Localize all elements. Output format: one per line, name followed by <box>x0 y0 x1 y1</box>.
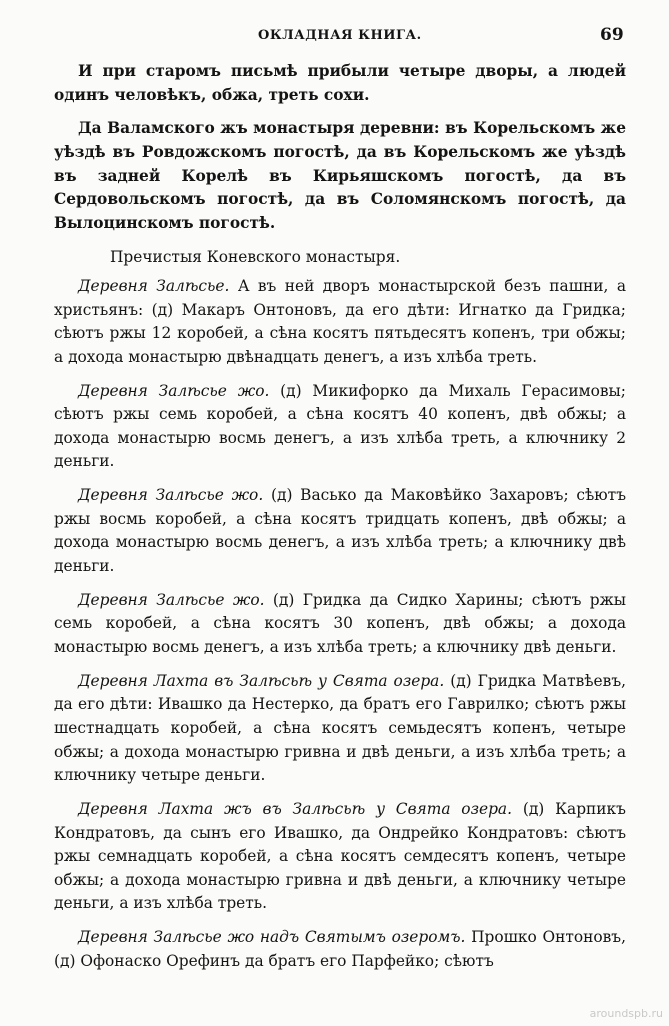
paragraph-5: Деревня Залѣсье жо. (д) Васько да Маковѣйко Захаровъ; сѣютъ ржы восмь коробей, а сѣна косятъ тридцать копенъ, двѣ обжы; а дохода монастырю восмь денегъ, а изъ хлѣба треть; а ключнику двѣ деньги. <box>54 486 626 576</box>
entry-lead: Деревня Залѣсье жо надъ Святымъ озеромъ. <box>78 928 466 947</box>
entry-lead: Деревня Залѣсье жо. <box>78 486 264 505</box>
entry-lead: Деревня Лахта жъ въ Залѣсьѣ у Свята озера. <box>78 799 512 818</box>
page-number: 69 <box>600 25 624 45</box>
paragraph-6: Деревня Залѣсье жо. (д) Гридка да Сидко Харины; сѣютъ ржы семь коробей, а сѣна косятъ 30 копенъ, двѣ обжы; а дохода монастырю восмь денегъ, а изъ хлѣба треть; а ключнику двѣ деньги. <box>54 590 626 656</box>
page-body <box>54 60 626 983</box>
entry-lead: Деревня Лахта въ Залѣсьѣ у Свята озера. <box>78 671 445 690</box>
paragraph-8: Деревня Лахта жъ въ Залѣсьѣ у Свята озера. (д) Карпикъ Кондратовъ, да сынъ его Ивашко, да Ондрейко Кондратовъ: сѣютъ ржы семнадцать коробей, а сѣна косятъ семдесятъ копенъ, четыре обжы; а дохода монастырю гривна и двѣ деньги, а ключнику четыре деньги, а изъ хлѣба треть. <box>54 799 626 913</box>
running-title: ОКЛАДНАЯ КНИГА. <box>258 28 422 43</box>
section-heading: Пречистыя Коневского монастыря. <box>110 247 401 266</box>
paragraph-9: Деревня Залѣсье жо надъ Святымъ озеромъ. Прошко Онтоновъ, (д) Офонаско Орефинъ да братъ его Парфейко; сѣютъ <box>54 928 626 970</box>
entry-lead: Деревня Залѣсье. <box>78 277 230 296</box>
paragraph-2: Да Валамского жъ монастыря деревни: въ Корельскомъ же уѣздѣ въ Ровдожскомъ погостѣ, да въ Корельскомъ же уѣздѣ въ задней Корелѣ въ Кирьяшскомъ погостѣ, да въ Сердовольскомъ погостѣ, да въ Соломянскомъ погостѣ, да Вылоцинскомъ погостѣ. <box>54 119 626 232</box>
paragraph-1: И при старомъ письмѣ прибыли четыре дворы, а людей одинъ человѣкъ, обжа, треть сохи. <box>54 62 626 104</box>
paragraph-7: Деревня Лахта въ Залѣсьѣ у Свята озера. (д) Гридка Матвѣевъ, да его дѣти: Ивашко да Нестерко, да братъ его Гаврилко; сѣютъ ржы шестнадцать коробей, а сѣна косятъ семьдесятъ копенъ, четыре обжы; а дохода монастырю гривна и двѣ деньги, а изъ хлѣба треть; а ключнику четыре деньги. <box>54 671 626 785</box>
page-header <box>0 22 669 52</box>
watermark: aroundspb.ru <box>589 1007 663 1020</box>
entry-lead: Деревня Залѣсье жо. <box>78 381 270 400</box>
paragraph-3: Деревня Залѣсье. А въ ней дворъ монастырской безъ пашни, а христьянъ: (д) Макаръ Онтоновъ, да его дѣти: Игнатко да Гридка; сѣютъ ржы 12 коробей, а сѣна косятъ пятьдесятъ копенъ, три обжы; а дохода монастырю двѣнадцать денегъ, а изъ хлѣба треть. <box>54 277 627 366</box>
paragraph-4: Деревня Залѣсье жо. (д) Микифорко да Михаль Герасимовы; сѣютъ ржы семь коробей, а сѣна косятъ 40 копенъ, двѣ обжы; а дохода монастырю восмь денегъ, а изъ хлѣба треть, а ключнику 2 деньги. <box>54 381 626 471</box>
entry-lead: Деревня Залѣсье жо. <box>78 590 265 609</box>
